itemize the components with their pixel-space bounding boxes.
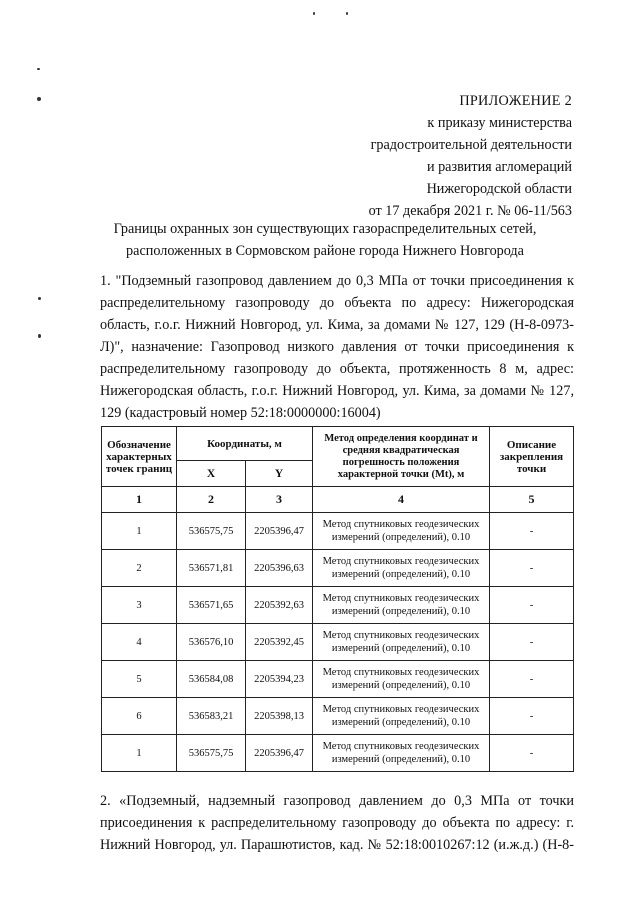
header-description: Описание закрепления точки [490,427,574,487]
cell-description: - [490,735,574,772]
table-row [102,661,574,698]
column-number: 2 [177,487,246,513]
scan-speck [38,297,41,300]
appendix-line: Нижегородской области [426,181,572,197]
cell-description: - [490,513,574,550]
paragraph-line: Л)", назначение: Газопровод низкого давления от точки присоединения к [100,339,574,355]
paragraph-line: 1. "Подземный газопровод давлением до 0,3 МПа от точки присоединения к [100,273,574,289]
paragraph-line: 2. «Подземный, надземный газопровод давлением до 0,3 МПа от точки [100,793,574,809]
cell-description: - [490,698,574,735]
cell-method: Метод спутниковых геодезических измерений (определений), 0.10 [313,661,490,698]
header-designation: Обозначение характерных точек границ [102,427,177,487]
paragraph-line: область, г.о.г. Нижний Новгород, ул. Кима, за домами № 127, 129 (Н-8-0973- [100,317,574,333]
cell-point: 6 [102,698,177,735]
appendix-header [369,90,572,222]
scan-speck [346,12,348,15]
cell-y: 2205394,23 [246,661,313,698]
cell-point: 1 [102,735,177,772]
header-coordinates: Координаты, м [177,427,313,461]
cell-description: - [490,587,574,624]
column-number: 3 [246,487,313,513]
table-row [102,587,574,624]
header-method: Метод определения координат и средняя квадратическая погрешность положения характерной точки (Мt), м [313,427,490,487]
cell-method: Метод спутниковых геодезических измерений (определений), 0.10 [313,698,490,735]
cell-y: 2205392,45 [246,624,313,661]
table-row [102,513,574,550]
title-line: расположенных в Сормовском районе города Нижнего Новгорода [126,243,524,259]
cell-point: 1 [102,513,177,550]
appendix-line: градостроительной деятельности [370,137,572,153]
table-row [102,698,574,735]
header-y: Y [246,461,313,487]
paragraph-line: Нижний Новгород, ул. Парашютистов, кад. № 52:18:0010267:12 (и.ж.д.) (Н-8- [100,837,574,853]
cell-x: 536575,75 [177,735,246,772]
table-row [102,735,574,772]
paragraph-line: Нижегородская область, г.о.г. Нижний Новгород, ул. Кима, за домами № 127, [100,383,574,399]
cell-method: Метод спутниковых геодезических измерений (определений), 0.10 [313,587,490,624]
scan-speck [37,97,41,101]
cell-x: 536576,10 [177,624,246,661]
cell-description: - [490,661,574,698]
cell-y: 2205396,47 [246,513,313,550]
cell-point: 5 [102,661,177,698]
cell-method: Метод спутниковых геодезических измерений (определений), 0.10 [313,550,490,587]
column-number: 4 [313,487,490,513]
appendix-line: к приказу министерства [427,115,572,131]
scan-speck [313,12,315,15]
cell-point: 2 [102,550,177,587]
appendix-date: от 17 декабря 2021 г. № 06-11/563 [368,203,572,219]
cell-method: Метод спутниковых геодезических измерений (определений), 0.10 [313,624,490,661]
cell-point: 3 [102,587,177,624]
paragraph-1 [100,270,574,424]
appendix-number: ПРИЛОЖЕНИЕ 2 [459,93,572,109]
scan-speck [38,334,41,338]
cell-point: 4 [102,624,177,661]
paragraph-line: распределительному газопроводу до объекта по адресу: Нижегородская [100,295,574,311]
cell-description: - [490,550,574,587]
cell-x: 536571,65 [177,587,246,624]
document-title [60,218,590,262]
paragraph-line: 129 (кадастровый номер 52:18:0000000:16004) [100,405,381,421]
paragraph-line: распределительному газопроводу до объекта, протяженность 8 м, адрес: [100,361,574,377]
cell-x: 536575,75 [177,513,246,550]
cell-description: - [490,624,574,661]
cell-y: 2205398,13 [246,698,313,735]
paragraph-line: присоединения к распределительному газопроводу до объекта по адресу: г. [100,815,574,831]
scan-speck [37,68,40,70]
cell-y: 2205396,47 [246,735,313,772]
cell-method: Метод спутниковых геодезических измерений (определений), 0.10 [313,513,490,550]
cell-x: 536583,21 [177,698,246,735]
paragraph-2 [100,790,574,856]
cell-x: 536571,81 [177,550,246,587]
cell-x: 536584,08 [177,661,246,698]
cell-method: Метод спутниковых геодезических измерений (определений), 0.10 [313,735,490,772]
appendix-line: и развития агломераций [426,159,572,175]
column-number: 5 [490,487,574,513]
cell-y: 2205396,63 [246,550,313,587]
title-line: Границы охранных зон существующих газораспределительных сетей, [113,221,537,237]
cell-y: 2205392,63 [246,587,313,624]
table-row [102,624,574,661]
coordinates-table [101,426,574,772]
header-x: X [177,461,246,487]
table-row [102,550,574,587]
column-number: 1 [102,487,177,513]
